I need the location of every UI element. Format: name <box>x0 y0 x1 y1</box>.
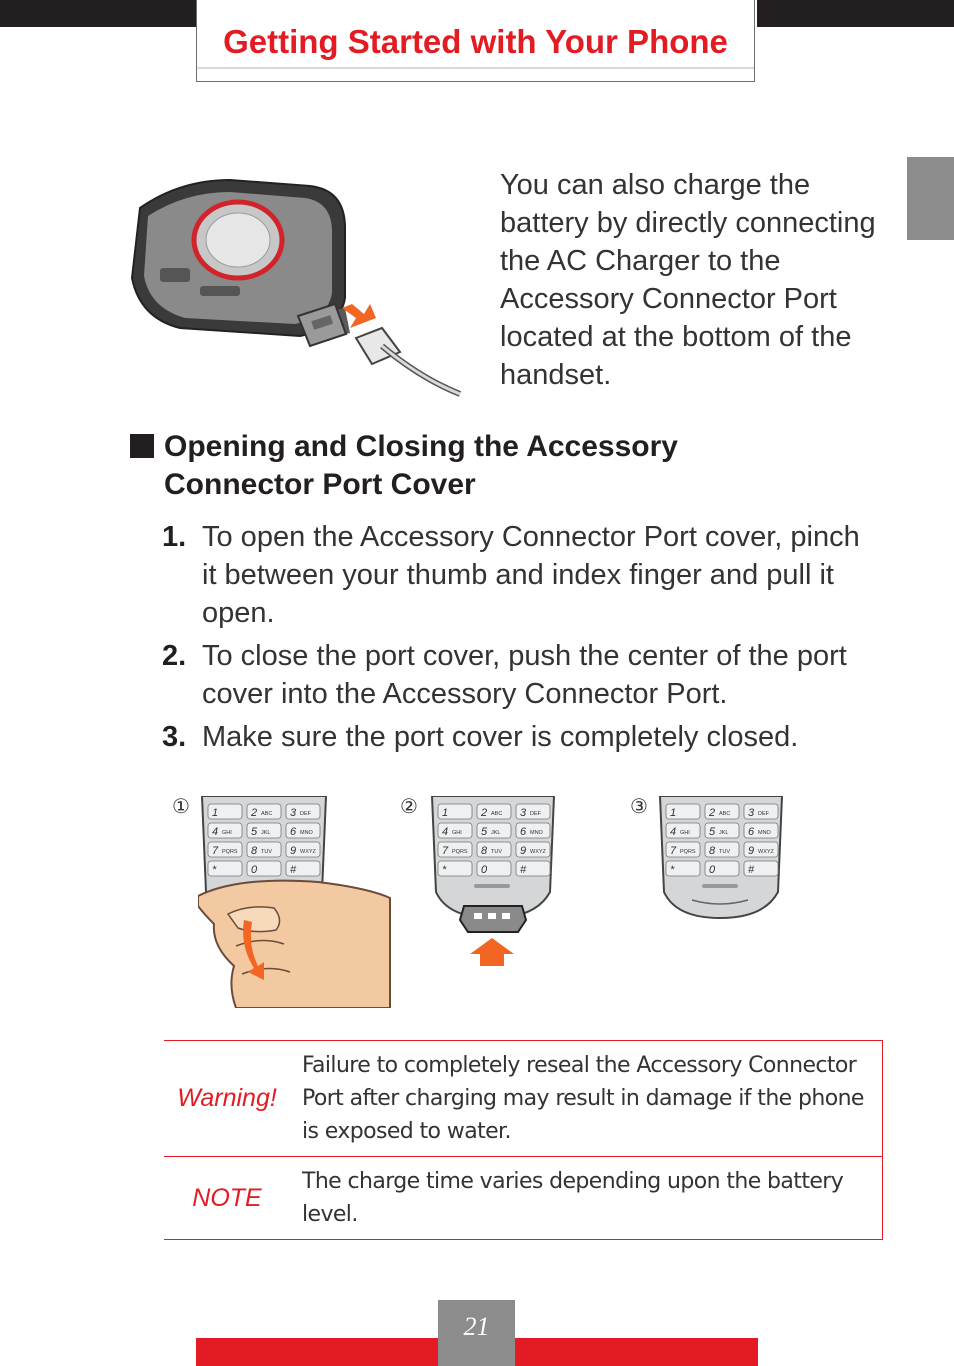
keypad-key-letters: DEF <box>530 811 541 817</box>
figure-1-open-cover <box>198 796 393 1008</box>
keypad-key-digit: 6 <box>290 826 297 838</box>
step-text: Make sure the port cover is completely closed. <box>202 721 799 753</box>
figure-label-3: ③ <box>630 796 648 818</box>
keypad-key-digit: # <box>290 864 297 876</box>
keypad-key-digit: 1 <box>212 807 219 819</box>
keypad-key-digit: 0 <box>251 864 258 876</box>
step-number: 1. <box>162 521 187 553</box>
keypad-key-digit: 1 <box>670 807 677 819</box>
top-bar-right <box>757 0 954 27</box>
keypad-key-digit: * <box>212 864 217 876</box>
keypad-key-digit: 8 <box>709 845 716 857</box>
hand-icon <box>198 881 390 1008</box>
header-rule <box>197 67 754 69</box>
keypad-key-digit: 5 <box>251 826 258 838</box>
keypad-key-digit: 8 <box>481 845 488 857</box>
chapter-side-tab <box>907 157 954 240</box>
keypad-key-letters: ABC <box>719 811 731 817</box>
keypad-key-letters: JKL <box>261 830 271 836</box>
notes-table <box>164 1040 883 1240</box>
keypad-key-letters: WXYZ <box>758 849 774 855</box>
phone-charging-illustration <box>120 168 470 400</box>
keypad-key-digit: 4 <box>212 826 219 838</box>
keypad-key-letters: TUV <box>491 849 502 855</box>
keypad-key-letters: DEF <box>300 811 311 817</box>
keypad-key-digit: 0 <box>481 864 488 876</box>
keypad-key-letters: WXYZ <box>530 849 546 855</box>
note-text: The charge time varies depending upon the battery level. <box>290 1157 883 1240</box>
keypad-key-letters: PQRS <box>452 849 468 855</box>
keypad-key-digit: 3 <box>748 807 755 819</box>
page-number: 21 <box>463 1312 490 1341</box>
push-arrow-icon <box>470 938 514 966</box>
heading-square-icon <box>130 434 154 458</box>
charge-instruction-text: You can also charge the battery by directly connecting the AC Charger to the Accessory Connector Port located at the bottom of the handset. <box>500 169 876 391</box>
keypad-key-digit: 0 <box>709 864 716 876</box>
keypad-key-digit: 8 <box>251 845 258 857</box>
keypad-key-digit: 9 <box>520 845 527 857</box>
keypad-key-letters: MNO <box>530 830 543 836</box>
step-number: 2. <box>162 640 187 672</box>
keypad-key-digit: # <box>748 864 755 876</box>
keypad-key-digit: * <box>670 864 675 876</box>
figure-3-closed-cover <box>656 796 786 926</box>
figure-label-2: ② <box>400 796 418 818</box>
keypad-key-letters: PQRS <box>680 849 696 855</box>
step-number: 3. <box>162 721 187 753</box>
figure-2-close-cover <box>428 796 558 966</box>
port-cover-icon <box>460 906 526 932</box>
keypad-key-letters: MNO <box>758 830 771 836</box>
keypad-key-digit: * <box>442 864 447 876</box>
keypad-key-letters: ABC <box>261 811 273 817</box>
keypad-key-digit: 7 <box>442 845 449 857</box>
keypad-key-digit: 6 <box>520 826 527 838</box>
keypad-key-digit: 3 <box>520 807 527 819</box>
page-number-box <box>438 1300 515 1366</box>
figure-label-1: ① <box>172 796 190 818</box>
keypad-key-letters: TUV <box>261 849 272 855</box>
keypad-key-letters: JKL <box>491 830 501 836</box>
note-label: NOTE <box>192 1183 262 1212</box>
keypad-key-digit: 5 <box>481 826 488 838</box>
keypad-key-letters: MNO <box>300 830 313 836</box>
keypad-key-digit: 6 <box>748 826 755 838</box>
keypad-key-digit: 5 <box>709 826 716 838</box>
charger-plug-icon <box>356 328 460 394</box>
top-bar-left <box>0 0 198 27</box>
keypad-key-digit: 1 <box>442 807 449 819</box>
keypad-key-letters: GHI <box>222 830 232 836</box>
keypad-key-letters: JKL <box>719 830 729 836</box>
keypad-key-digit: 7 <box>670 845 677 857</box>
keypad-key-letters: GHI <box>680 830 690 836</box>
keypad-key-digit: 7 <box>212 845 219 857</box>
keypad-key-digit: 3 <box>290 807 297 819</box>
chapter-header <box>196 0 755 82</box>
keypad-key-digit: 2 <box>709 807 716 819</box>
keypad-key-digit: 4 <box>670 826 677 838</box>
warning-label: Warning! <box>177 1084 277 1112</box>
keypad-key-letters: DEF <box>758 811 769 817</box>
keypad-key-digit: 4 <box>442 826 449 838</box>
keypad-key-digit: 9 <box>748 845 755 857</box>
step-text: To open the Accessory Connector Port cover, pinch it between your thumb and index finger and pull it open. <box>202 521 860 629</box>
step-item <box>162 637 882 713</box>
keypad-key-digit: 2 <box>481 807 488 819</box>
keypad-key-letters: GHI <box>452 830 462 836</box>
port-cover-figures <box>160 790 800 1012</box>
warning-row <box>164 1041 883 1157</box>
keypad-key-letters: TUV <box>719 849 730 855</box>
keypad-key-letters: ABC <box>491 811 503 817</box>
steps-list <box>162 518 882 761</box>
keypad-key-letters: PQRS <box>222 849 238 855</box>
step-item <box>162 518 882 632</box>
section-heading-text: Opening and Closing the Accessory Connector Port Cover <box>164 430 678 501</box>
note-row <box>164 1157 883 1240</box>
chapter-title: Getting Started with Your Phone <box>223 23 728 60</box>
keypad-key-digit: 9 <box>290 845 297 857</box>
keypad-key-digit: # <box>520 864 527 876</box>
step-text: To close the port cover, push the center of the port cover into the Accessory Connector Port. <box>202 640 847 710</box>
warning-text: Failure to completely reseal the Accessory Connector Port after charging may result in damage if the phone is exposed to water. <box>290 1041 883 1157</box>
step-item <box>162 718 882 756</box>
keypad-key-letters: WXYZ <box>300 849 316 855</box>
keypad-key-digit: 2 <box>251 807 258 819</box>
